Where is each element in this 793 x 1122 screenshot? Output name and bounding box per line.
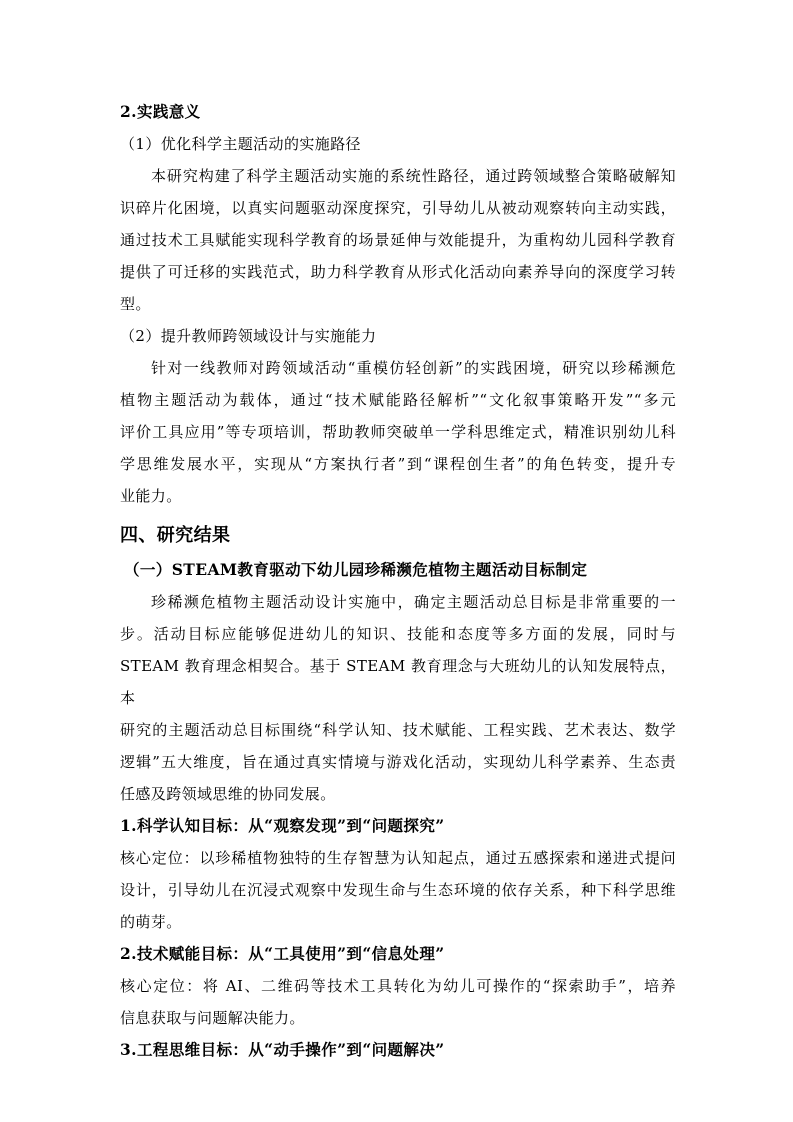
- subheading-optimize-path: （1）优化科学主题活动的实施路径: [120, 135, 361, 153]
- paragraph-line: 植物主题活动为载体，通过“技术赋能路径解析”“文化叙事策略开发”“多元: [120, 391, 676, 409]
- paragraph-line: 提供了可迁移的实践范式，助力科学教育从形式化活动向素养导向的深度学习转: [120, 263, 676, 281]
- paragraph-line: 通过技术工具赋能实现科学教育的场景延伸与效能提升，为重构幼儿园科学教育: [120, 231, 676, 249]
- document-page: [120, 96, 676, 1066]
- goal-heading-engineering-thinking: 3.工程思维目标：从“动手操作”到“问题解决”: [120, 1040, 445, 1059]
- subsection-heading-steam-goals: （一）STEAM教育驱动下幼儿园珍稀濒危植物主题活动目标制定: [124, 560, 588, 579]
- paragraph-line: 任感及跨领域思维的协同发展。: [120, 785, 336, 803]
- paragraph-line: 步。活动目标应能够促进幼儿的知识、技能和态度等多方面的发展，同时与: [120, 625, 676, 643]
- paragraph-line: 设计，引导幼儿在沉浸式观察中发现生命与生态环境的依存关系，种下科学思维: [120, 881, 676, 899]
- paragraph-line: 型。: [120, 295, 151, 313]
- paragraph-line: 核心定位：以珍稀植物独特的生存智慧为认知起点，通过五感探索和递进式提问: [120, 849, 676, 867]
- paragraph-line: 针对一线教师对跨领域活动“重模仿轻创新”的实践困境，研究以珍稀濒危: [151, 359, 676, 377]
- subheading-teacher-ability: （2）提升教师跨领域设计与实施能力: [120, 327, 377, 345]
- paragraph-line: 识碎片化困境，以真实问题驱动深度探究，引导幼儿从被动观察转向主动实践，: [120, 199, 676, 217]
- paragraph-line: 学思维发展水平，实现从“方案执行者”到“课程创生者”的角色转变，提升专: [120, 455, 676, 473]
- section-heading-practical-significance: 2.实践意义: [120, 102, 201, 121]
- paragraph-line: 核心定位：将 AI、二维码等技术工具转化为幼儿可操作的“探索助手”，培养: [120, 977, 676, 995]
- paragraph-line: 研究的主题活动总目标围绕“科学认知、技术赋能、工程实践、艺术表达、数学: [120, 721, 676, 739]
- paragraph-line: 业能力。: [120, 487, 182, 505]
- paragraph-line: 评价工具应用”等专项培训，帮助教师突破单一学科思维定式，精准识别幼儿科: [120, 423, 676, 441]
- section-heading-research-results: 四、研究结果: [120, 525, 231, 546]
- paragraph-line: 珍稀濒危植物主题活动设计实施中，确定主题活动总目标是非常重要的一: [151, 593, 676, 611]
- paragraph-line: 逻辑”五大维度，旨在通过真实情境与游戏化活动，实现幼儿科学素养、生态责: [120, 753, 676, 771]
- paragraph-line: 的萌芽。: [120, 913, 182, 931]
- paragraph-line: 本研究构建了科学主题活动实施的系统性路径，通过跨领域整合策略破解知: [151, 167, 676, 185]
- goal-heading-tech-empowerment: 2.技术赋能目标：从“工具使用”到“信息处理”: [120, 944, 445, 963]
- goal-heading-science-cognition: 1.科学认知目标：从“观察发现”到“问题探究”: [120, 816, 445, 835]
- paragraph-line: 信息获取与问题解决能力。: [120, 1009, 305, 1027]
- paragraph-line: STEAM 教育理念相契合。基于 STEAM 教育理念与大班幼儿的认知发展特点，本: [120, 657, 676, 707]
